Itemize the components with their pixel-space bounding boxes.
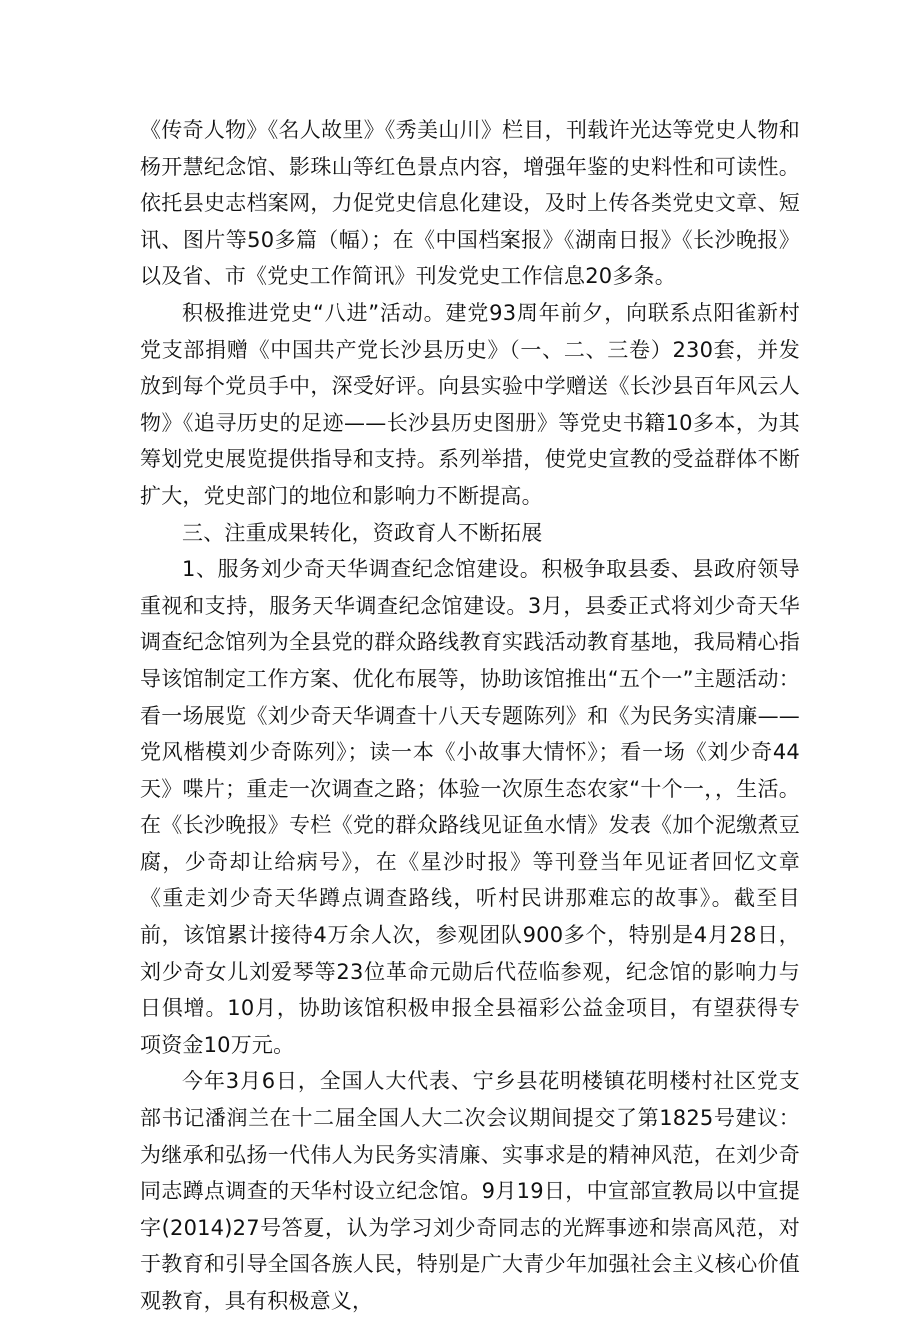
document-body bbox=[140, 112, 800, 1320]
section-heading-results-transformation: 三、注重成果转化，资政育人不断拓展 bbox=[182, 520, 543, 545]
paragraph-npc-proposal-1825: 今年3月6日，全国人大代表、宁乡县花明楼镇花明楼村社区党支部书记潘润兰在十二届全国人大二次会议期间提交了第1825号建议：为继承和弘扬一代伟人为民务实清廉、实事求是的精神风范，在刘少奇同志蹲点调查的天华村设立纪念馆。9月19日，中宣部宣教局以中宣提字(2014)27号答夏，认为学习刘少奇同志的光辉事迹和崇高风范，对于教育和引导全国各族人民，特别是广大青少年加强社会主义核心价值观教育，具有积极意义， bbox=[140, 1069, 800, 1313]
paragraph-columns-and-online-publishing: 《传奇人物》《名人故里》《秀美山川》栏目，刊载许光达等党史人物和杨开慧纪念馆、影珠山等红色景点内容，增强年鉴的史料性和可读性。依托县史志档案网，力促党史信息化建设，及时上传各类党史文章、短讯、图片等50多篇（幅）；在《中国档案报》《湖南日报》《长沙晚报》以及省、市《党史工作简讯》刊发党史工作信息20多条。 bbox=[140, 118, 800, 289]
paragraph-tianhua-memorial-service: 1、服务刘少奇天华调查纪念馆建设。积极争取县委、县政府领导重视和支持，服务天华调查纪念馆建设。3月，县委正式将刘少奇天华调查纪念馆列为全县党的群众路线教育实践活动教育基地，我局精心指导该馆制定工作方案、优化布展等，协助该馆推出“五个一”主题活动：看一场展览《刘少奇天华调查十八天专题陈列》和《为民务实清廉——党风楷模刘少奇陈列》；读一本《小故事大情怀》；看一场《刘少奇44天》喋片；重走一次调查之路；体验一次原生态农家“十个一，，生活。在《长沙晚报》专栏《党的群众路线见证鱼水情》发表《加个泥缴煮豆腐，少奇却让给病号》，在《星沙时报》等刊登当年见证者回忆文章《重走刘少奇天华蹲点调查路线，听村民讲那难忘的故事》。截至目前，该馆累计接待4万余人次，参观团队900多个，特别是4月28日，刘少奇女儿刘爱琴等23位革命元勋后代莅临参观，纪念馆的影响力与日俱增。10月，协助该馆积极申报全县福彩公益金项目，有望获得专项资金10万元。 bbox=[140, 557, 800, 1057]
paragraph-party-history-eight-entries: 积极推进党史“八进”活动。建党93周年前夕，向联系点阳雀新村党支部捐赠《中国共产党长沙县历史》（一、二、三卷）230套，并发放到每个党员手中，深受好评。向县实验中学赠送《长沙县百年风云人物》《追寻历史的足迹——长沙县历史图册》等党史书籍10多本，为其筹划党史展览提供指导和支持。系列举措，使党史宣教的受益群体不断扩大，党史部门的地位和影响力不断提高。 bbox=[140, 300, 800, 508]
